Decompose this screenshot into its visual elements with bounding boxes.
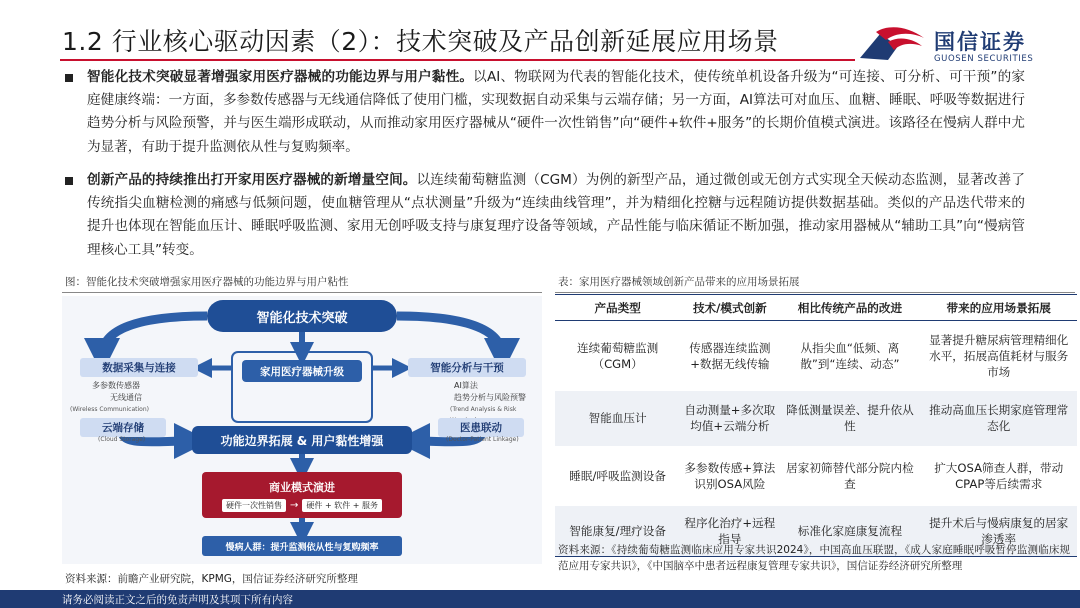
right-bottom-en: (Doctor-Patient Linkage) <box>446 436 519 443</box>
table-cell: 从指尖血“低频、离散”到“连续、动态” <box>779 321 920 391</box>
right-loop-arrow <box>397 316 502 356</box>
business-model-title: 商业模式演进 <box>269 480 335 494</box>
table-cell: 自动测量+多次取均值+云端分析 <box>680 391 779 446</box>
table-cell: 多参数传感+算法识别OSA风险 <box>680 446 779 506</box>
table-cell: 智能康复/理疗设备 <box>555 506 680 557</box>
left-bottom-en: (Cloud Storage) <box>98 436 146 443</box>
tech-driver-diagram <box>62 296 542 564</box>
footer-disclaimer: 请务必阅读正文之后的免责声明及其项下所有内容 <box>62 594 293 606</box>
figure-caption-divider <box>62 292 542 293</box>
left-line-1: 多参数传感器 <box>92 381 140 390</box>
table-cell: 标准化家庭康复流程 <box>779 506 920 557</box>
left-loop-arrow <box>102 316 207 356</box>
left-title: 数据采集与连接 <box>80 358 198 377</box>
right-title: 智能分析与干预 <box>408 358 526 377</box>
table-header-cell: 产品类型 <box>555 295 680 321</box>
table-row <box>555 446 1077 506</box>
table-caption-divider <box>555 292 1075 293</box>
left-bottom-title: 云端存储 <box>80 418 166 437</box>
logo-text-cn: 国信证券 <box>934 30 1026 54</box>
square-bullet-icon <box>65 177 73 185</box>
table-caption: 表：家用医疗器械领域创新产品带来的应用场景拓展 <box>558 276 800 288</box>
right-line-1: AI算法 <box>454 381 478 390</box>
table-header-cell: 带来的应用场景拓展 <box>920 295 1077 321</box>
paragraph-2-lead: 创新产品的持续推出打开家用医疗器械的新增量空间。 <box>87 172 417 188</box>
paragraph-1-lead: 智能化技术突破显著增强家用医疗器械的功能边界与用户黏性。 <box>87 69 474 85</box>
page-title: 1.2 行业核心驱动因素（2）：技术突破及产品创新延展应用场景 <box>62 27 779 56</box>
left-en: (Wireless Communication) <box>70 406 149 413</box>
right-bottom-title: 医患联动 <box>438 418 524 437</box>
table-cell: 睡眠/呼吸监测设备 <box>555 446 680 506</box>
paragraph-1-body: 以AI、物联网为代表的智能化技术，使传统单机设备升级为“可连接、可分析、可干预”的家庭健康终端：一方面，多参数传感器与无线通信降低了使用门槛，实现数据自动采集与云端存储；另一方面，AI算法可对血压、血糖、睡眠、呼吸等数据进行趋势分析与风险预警，并与医生端形成联动，从而推动家用医疗器械从“硬件一次性销售”向“硬件+软件+服务”的长期价值模式演进。该路径在慢病人群中尤为显著，有助于提升监测依从性与复购频率。 <box>87 69 1026 155</box>
table-cell: 扩大OSA筛查人群，带动CPAP等后续需求 <box>920 446 1077 506</box>
right-line-2: 趋势分析与风险预警 <box>454 393 526 402</box>
center-title: 家用医疗器械升级 <box>242 360 362 382</box>
table-cell: 降低测量误差、提升依从性 <box>779 391 920 446</box>
paragraph-1 <box>65 66 1025 159</box>
paragraph-1-text <box>65 66 1025 159</box>
figure-source: 资料来源：前瞻产业研究院，KPMG，国信证券经济研究所整理 <box>65 573 358 585</box>
biz-from-label: 硬件一次性销售 <box>222 499 286 512</box>
table-cell: 推动高血压长期家庭管理常态化 <box>920 391 1077 446</box>
company-logo <box>858 24 1068 66</box>
table-cell: 传感器连续监测+数据无线传输 <box>680 321 779 391</box>
table-cell: 显著提升糖尿病管理精细化水平，拓展高值耗材与服务市场 <box>920 321 1077 391</box>
top-title-pill: 智能化技术突破 <box>207 300 397 332</box>
right-en: (Trend Analysis & Risk <box>450 406 517 413</box>
application-table <box>555 294 1077 557</box>
business-model-box <box>202 472 402 518</box>
table-cell: 智能血压计 <box>555 391 680 446</box>
table-header-cell: 技术/模式创新 <box>680 295 779 321</box>
business-model-flow <box>222 499 382 512</box>
figure-caption: 图：智能化技术突破增强家用医疗器械的功能边界与用户粘性 <box>65 276 349 288</box>
arrow-right-icon: → <box>290 499 299 511</box>
title-underline <box>60 59 855 61</box>
table-cell: 居家初筛替代部分院内检查 <box>779 446 920 506</box>
table-header-row <box>555 295 1077 321</box>
paragraph-2 <box>65 169 1025 262</box>
left-line-2: 无线通信 <box>110 393 142 402</box>
table-header-cell: 相比传统产品的改进 <box>779 295 920 321</box>
paragraph-2-body: 以连续葡萄糖监测（CGM）为例的新型产品，通过微创或无创方式实现全天候动态监测，显著改善了传统指尖血糖检测的痛感与低频问题，使血糖管理从“点状测量”升级为“连续曲线管理”，并为精细化控糖与远程随访提供数据基础。类似的产品迭代带来的提升也体现在智能血压计、睡眠呼吸监测、家用无创呼吸支持与康复理疗设备等领域，产品性能与临床循证不断加强，推动家用器械从“辅助工具”向“慢病管理核心工具”转变。 <box>87 172 1025 258</box>
paragraph-2-text <box>65 169 1025 262</box>
biz-to-label: 硬件 + 软件 + 服务 <box>302 499 382 512</box>
table-cell: 提升术后与慢病康复的居家渗透率 <box>920 506 1077 557</box>
table-row <box>555 321 1077 391</box>
guosen-logo-icon <box>858 24 928 64</box>
square-bullet-icon <box>65 74 73 82</box>
table-row <box>555 391 1077 446</box>
bottom-pill: 慢病人群：提升监测依从性与复购频率 <box>202 536 402 556</box>
footer-bar <box>0 590 1080 608</box>
table-cell: 程序化治疗+远程指导 <box>680 506 779 557</box>
table-source: 资料来源：《持续葡萄糖监测临床应用专家共识2024》，中国高血压联盟，《成人家庭睡眠呼吸暂停监测临床规范应用专家共识》，《中国脑卒中患者远程康复管理专家共识》，国信证券经济研究所整理 <box>558 544 1070 572</box>
logo-text-en: GUOSEN SECURITIES <box>934 54 1034 64</box>
mid-title-pill: 功能边界拓展 & 用户黏性增强 <box>192 426 412 454</box>
table-cell: 连续葡萄糖监测（CGM） <box>555 321 680 391</box>
